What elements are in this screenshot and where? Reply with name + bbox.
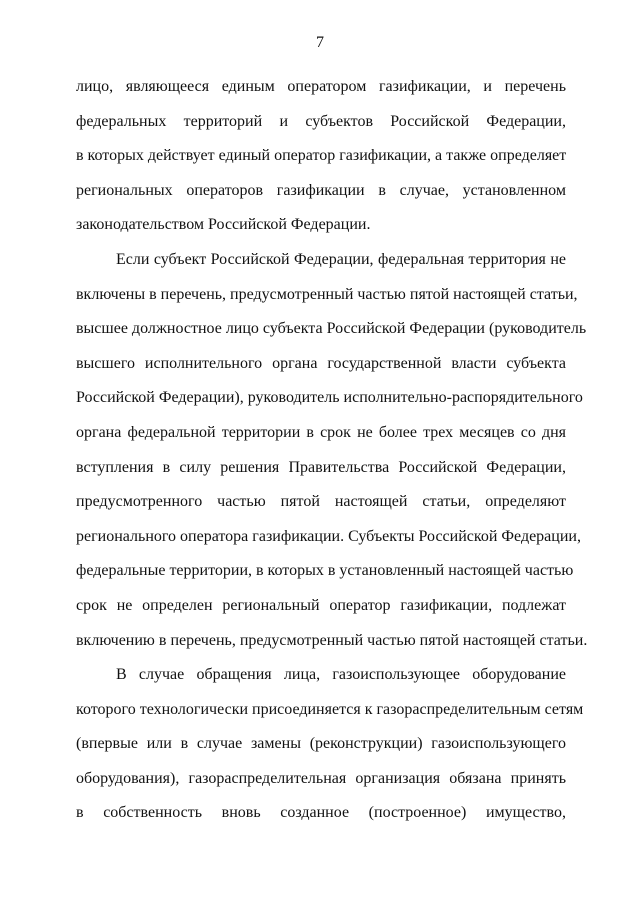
text-line: включению в перечень, предусмотренный частью пятой настоящей статьи.	[76, 631, 588, 649]
text-line: которого технологически присоединяется к газораспределительным сетям	[76, 700, 584, 718]
text-line: в собственность вновь созданное (построенное) имущество,	[76, 804, 566, 822]
text-line: Российской Федерации), руководитель исполнительно-распорядительного	[76, 389, 583, 407]
text-line: вступления в силу решения Правительства Российской Федерации,	[76, 458, 566, 476]
text-line: в которых действует единый оператор газификации, а также определяет	[76, 147, 567, 165]
text-line: законодательством Российской Федерации.	[76, 216, 371, 234]
text-line: Если субъект Российской Федерации, федеральная территория не	[116, 250, 566, 268]
text-line: высшего исполнительного органа государственной власти субъекта	[76, 354, 566, 372]
text-line: федеральных территорий и субъектов Российской Федерации,	[76, 112, 566, 130]
text-line: срок не определен региональный оператор газификации, подлежат	[76, 596, 566, 614]
text-line: оборудования), газораспределительная организация обязана принять	[76, 769, 566, 787]
text-line: В случае обращения лица, газоиспользующее оборудование	[116, 666, 566, 684]
page-number: 7	[316, 34, 324, 51]
text-line: высшее должностное лицо субъекта Российской Федерации (руководитель	[76, 320, 587, 338]
text-line: федеральные территории, в которых в установленный настоящей частью	[76, 562, 574, 580]
text-line: органа федеральной территории в срок не более трех месяцев со дня	[76, 423, 566, 441]
document-body	[76, 70, 588, 831]
text-line: лицо, являющееся единым оператором газификации, и перечень	[76, 78, 566, 95]
text-line: включены в перечень, предусмотренный частью пятой настоящей статьи,	[76, 285, 578, 303]
text-line: предусмотренного частью пятой настоящей статьи, определяют	[76, 493, 566, 511]
text-line: (впервые или в случае замены (реконструкции) газоиспользующего	[76, 735, 566, 753]
text-line: регионального оператора газификации. Субъекты Российской Федерации,	[76, 527, 581, 545]
text-line: региональных операторов газификации в случае, установленном	[76, 181, 566, 199]
